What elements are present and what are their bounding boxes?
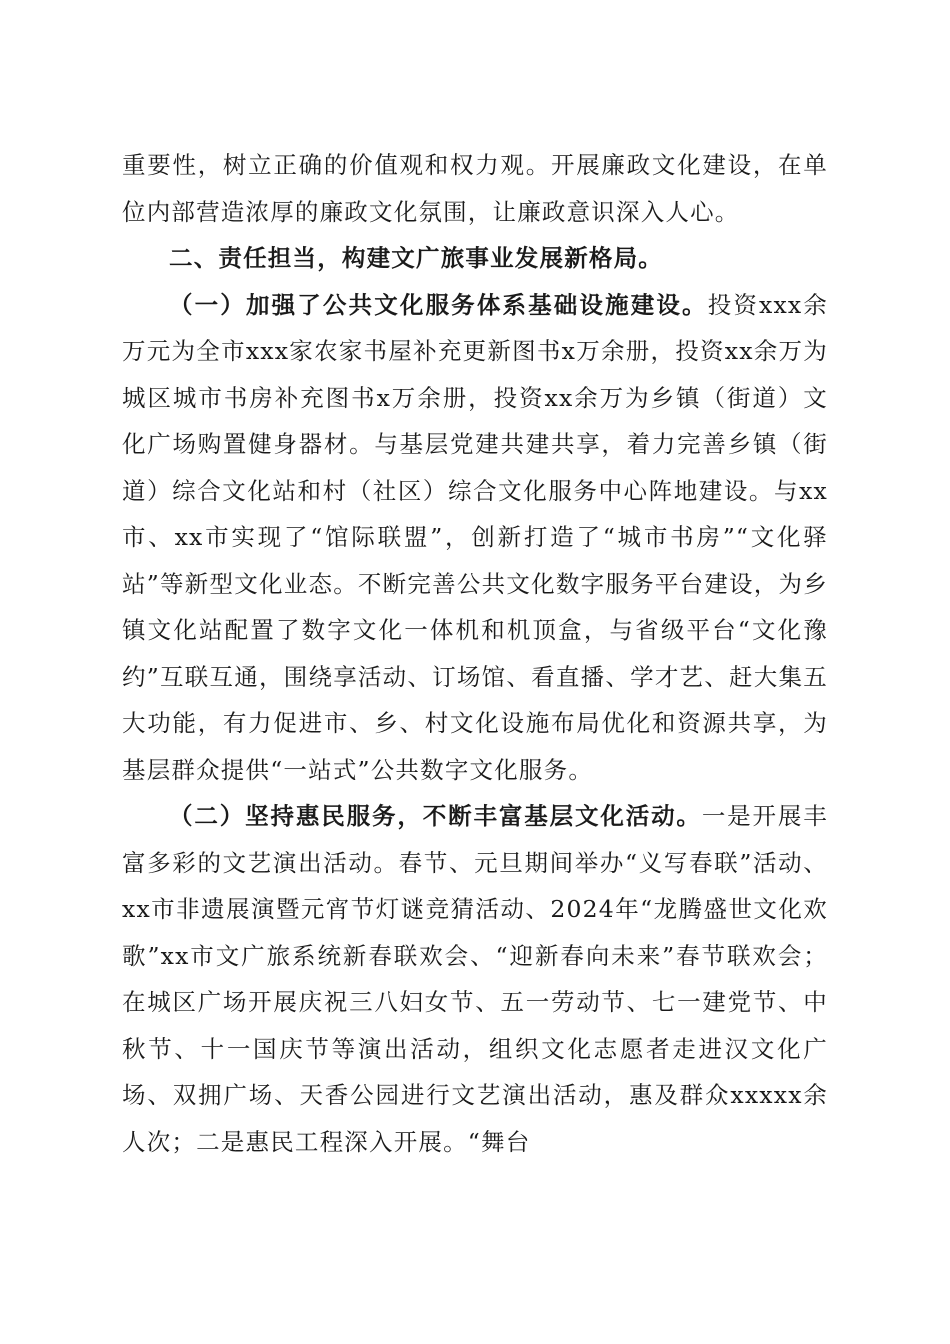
paragraph-continued: 重要性，树立正确的价值观和权力观。开展廉政文化建设，在单位内部营造浓厚的廉政文化氛围，让廉政意识深入人心。 <box>122 151 828 226</box>
item-2-lead: （二）坚持惠民服务，不断丰富基层文化活动。 <box>169 802 702 830</box>
paragraph-item-1 <box>122 282 828 794</box>
document-body <box>122 142 828 1165</box>
section-heading: 二、责任担当，构建文广旅事业发展新格局。 <box>169 244 663 272</box>
item-2-body: 一是开展丰富多彩的文艺演出活动。春节、元旦期间举办“义写春联”活动、xx市非遗展演暨元宵节灯谜竞猜活动、2024年“龙腾盛世文化欢歌”xx市文广旅系统新春联欢会、“迎新春向未来”春节联欢会；在城区广场开展庆祝三八妇女节、五一劳动节、七一建党节、中秋节、十一国庆节等演出活动，组织文化志愿者走进汉文化广场、双拥广场、天香公园进行文艺演出活动，惠及群众xxxxx余人次；二是惠民工程深入开展。“舞台 <box>122 802 828 1156</box>
item-1-body: 投资xxx余万元为全市xxx家农家书屋补充更新图书x万余册，投资xx余万为城区城市书房补充图书x万余册，投资xx余万为乡镇（街道）文化广场购置健身器材。与基层党建共建共享，着力完善乡镇（街道）综合文化站和村（社区）综合文化服务中心阵地建设。与xx市、xx市实现了“馆际联盟”，创新打造了“城市书房”“文化驿站”等新型文化业态。不断完善公共文化数字服务平台建设，为乡镇文化站配置了数字文化一体机和机顶盒，与省级平台“文化豫约”互联互通，围绕享活动、订场馆、看直播、学才艺、赶大集五大功能，有力促进市、乡、村文化设施布局优化和资源共享，为基层群众提供“一站式”公共数字文化服务。 <box>122 290 829 784</box>
item-1-lead: （一）加强了公共文化服务体系基础设施建设。 <box>169 290 708 319</box>
paragraph-item-2 <box>122 793 828 1165</box>
